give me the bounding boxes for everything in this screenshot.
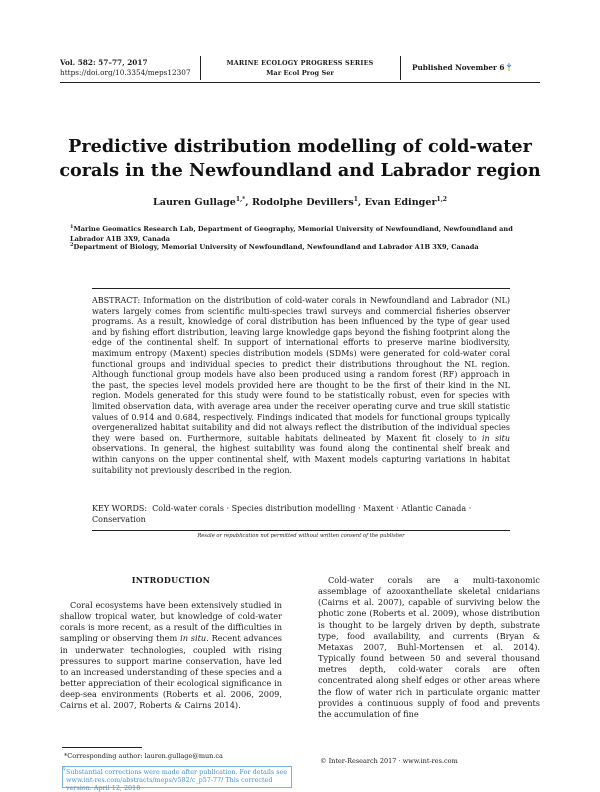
keywords-text: Cold-water corals · Species distribution modelling · Maxent · Atlantic Canada · Conservation (92, 504, 472, 524)
journal-abbreviation: Mar Ecol Prog Ser (266, 69, 334, 77)
correction-marker: § (63, 766, 66, 772)
resale-notice: Resale or republication not permitted without written consent of the publisher (197, 533, 405, 539)
header-divider-right (400, 56, 401, 80)
author-3: Evan Edinger (364, 197, 437, 209)
right-column (318, 575, 540, 720)
abstract-lead: ABSTRACT: (92, 296, 144, 305)
crossmark-icon[interactable] (506, 63, 512, 71)
footnote-rule (62, 747, 142, 748)
abstract-italic: in situ (481, 433, 510, 443)
header-rule (60, 82, 540, 83)
affiliation-2 (70, 240, 540, 252)
article-title (40, 135, 560, 183)
affiliation-1-number: 1 (70, 224, 74, 230)
left-paragraph-1 (60, 600, 282, 712)
author-2-affiliation: 1 (353, 196, 358, 203)
abstract-bottom-rule (92, 530, 510, 531)
title-line-2: corals in the Newfoundland and Labrador region (59, 160, 541, 181)
abstract (92, 296, 510, 476)
abstract-text-1: Information on the distribution of cold-water corals in Newfoundland and Labrador (NL) waters largely comes from scientific multi-species trawl surveys and commercial fisheries observer programs. As a result, knowledge of coral distribution has been influenced by the type of gear used and by fishing effort distribution, leaving large knowledge gaps beyond the fishing footprint along the edge of the continental shelf. In support of international efforts to preserve marine biodiversity, maximum entropy (Maxent) species distribution models (SDMs) were generated for cold-water coral functional groups and individual species to predict their distributions throughout the NL region. Although functional group models have also been produced using a random forest (RF) approach in the past, the species level models provided here are thought to be the first of their kind in the NL region. Models generated for this study were found to be statistically robust, even for species with limited observation data, with average area under the receiver operating curve and true skill statistic values of 0.914 and 0.684, respectively. Findings indicated that models for functional groups typically overgeneralized habitat suitability and did not always reflect the distribution of the individual species they were based on. Furthermore, suitable habitats delineated by Maxent fit closely to (92, 296, 511, 443)
correction-notice-text[interactable]: Substantial corrections were made after publication. For details see www.int-res.com/abstracts/meps/v582/c_p57-77/ This corrected version: April 12, 2018 (66, 768, 288, 792)
doi-link[interactable]: https://doi.org/10.3354/meps12307 (60, 68, 191, 77)
header-divider-left (200, 56, 201, 80)
left-p1-text-b: . Recent advances in underwater technologies, coupled with rising pressures to support marine conservation, have led to an increased understanding of these species and a better appreciation of their ecological significance in deep-sea environments (Roberts et al. 2006, 2009, Cairns et al. 2007, Roberts & Cairns 2014). (60, 633, 282, 711)
left-p1-text-a: Coral ecosystems have been extensively studied in shallow tropical water, but knowledge of cold-water corals is more recent, as a result of the difficulties in sampling or observing them (60, 600, 282, 644)
right-paragraph-1: Cold-water corals are a multi-taxonomic assemblage of azooxanthellate skeletal cnidarians (Cairns et al. 2007), capable of surviving below the photic zone (Roberts et al. 2009), whose distribution is thought to be largely driven by depth, substrate type, food availability, and currents (Bryan & Metaxas 2007, Buhl-Mortensen et al. 2014). Typically found between 50 and several thousand metres depth, cold-water corals are often concentrated along shelf edges or other areas where the flow of water rich in particulate organic matter provides a continuous supply of food and prevents the accumulation of fine (318, 575, 540, 719)
journal-name: MARINE ECOLOGY PROGRESS SERIES (226, 59, 374, 67)
abstract-text-2: observations. In general, the highest suitability was found along the continental shelf break and within canyons on the upper continental shelf, with Maxent models capturing variations in habitat suitability not previously described in the region. (92, 444, 510, 475)
author-1-affiliation: 1,* (235, 196, 246, 203)
keywords (92, 504, 510, 525)
published-date (412, 63, 542, 73)
affiliation-1-text: Marine Geomatics Research Lab, Department of Geography, Memorial University of Newfoundland, Newfoundland and Labrador A1B 3X9, Canada (70, 225, 513, 244)
left-p1-italic: in situ (180, 633, 207, 644)
keywords-lead: KEY WORDS: (92, 504, 148, 513)
author-1: Lauren Gullage (152, 197, 236, 209)
left-column (60, 600, 282, 712)
affiliation-2-number: 2 (70, 242, 74, 248)
author-list: Lauren Gullage$^{1,*}$, Rodolphe Devillers$^1$, Evan Edinger$^{1,2}$ (152, 196, 447, 209)
author-2: Rodolphe Devillers (251, 197, 354, 209)
abstract-top-rule (92, 288, 510, 289)
copyright-notice: © Inter-Research 2017 · www.int-res.com (320, 757, 458, 765)
corresponding-author: *Corresponding author: lauren.gullage@mun.ca (64, 752, 223, 760)
title-line-1: Predictive distribution modelling of cold-water (68, 136, 532, 157)
introduction-heading: INTRODUCTION (131, 575, 211, 585)
published-label: Published November 6 (412, 63, 505, 72)
author-3-affiliation: 1,2 (436, 196, 447, 203)
affiliation-2-text: Department of Biology, Memorial University of Newfoundland, Newfoundland and Labrador A1B 3X9, Canada (73, 243, 479, 252)
volume-info: Vol. 582: 57–77, 2017 (60, 58, 148, 67)
